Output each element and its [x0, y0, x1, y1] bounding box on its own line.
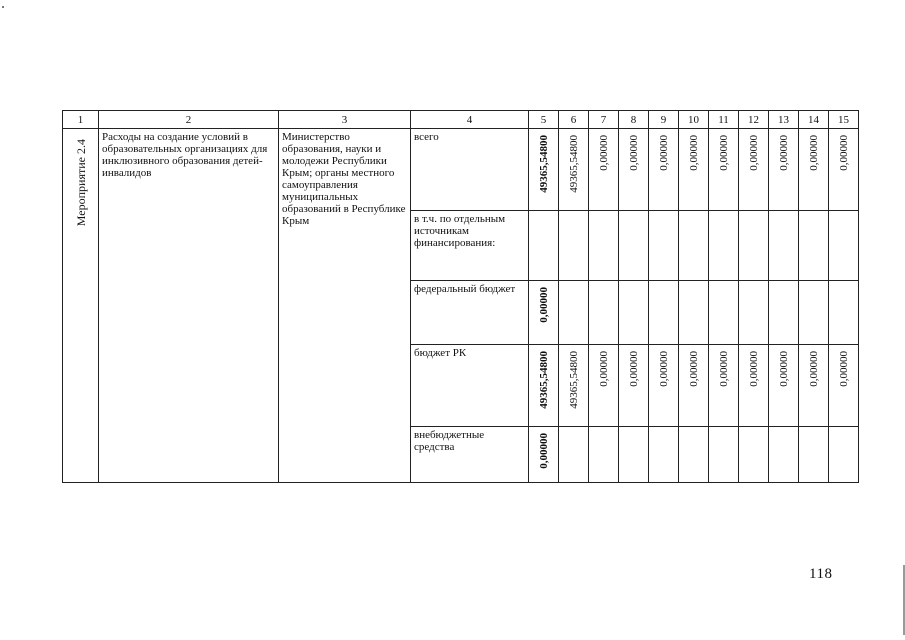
value-cell [559, 129, 589, 211]
value-cell [799, 281, 829, 345]
value-cell [529, 281, 559, 345]
column-number: 6 [559, 111, 589, 129]
value-text: 0,00000 [747, 135, 760, 171]
value-cell [649, 281, 679, 345]
column-number: 12 [739, 111, 769, 129]
value-text: 0,00000 [597, 351, 610, 387]
value-cell [619, 129, 649, 211]
value-text: 0,00000 [777, 135, 790, 171]
value-text: 0,00000 [837, 135, 850, 171]
page-number: 118 [809, 566, 833, 582]
value-cell [739, 427, 769, 483]
value-cell [769, 345, 799, 427]
value-cell [559, 211, 589, 281]
column-number: 15 [829, 111, 859, 129]
value-cell [559, 281, 589, 345]
financing-table [62, 110, 859, 483]
value-text: 0,00000 [537, 433, 550, 469]
column-number: 11 [709, 111, 739, 129]
funding-source: в т.ч. по отдельным источникам финансирования: [414, 213, 506, 249]
column-number: 8 [619, 111, 649, 129]
value-text: 0,00000 [627, 351, 640, 387]
value-text: 0,00000 [717, 135, 730, 171]
value-cell [619, 345, 649, 427]
value-cell [589, 345, 619, 427]
column-number: 1 [63, 111, 99, 129]
value-cell [829, 211, 859, 281]
value-cell [679, 427, 709, 483]
value-text: 0,00000 [807, 135, 820, 171]
value-text: 0,00000 [657, 351, 670, 387]
value-cell [799, 427, 829, 483]
column-number-row [63, 111, 859, 129]
measure-code-cell [63, 129, 99, 483]
value-text: 49365,54800 [567, 351, 580, 409]
funding-source-cell [411, 427, 529, 483]
funding-source: бюджет РК [414, 347, 467, 359]
column-number: 5 [529, 111, 559, 129]
value-cell [739, 281, 769, 345]
value-cell [799, 211, 829, 281]
value-cell [709, 345, 739, 427]
value-cell [619, 211, 649, 281]
value-cell [799, 129, 829, 211]
funding-source: всего [414, 131, 439, 143]
column-number: 9 [649, 111, 679, 129]
funding-source: федеральный бюджет [414, 283, 516, 295]
value-cell [739, 211, 769, 281]
scan-speck [2, 6, 4, 8]
value-cell [769, 427, 799, 483]
value-cell [589, 211, 619, 281]
value-cell [559, 345, 589, 427]
funding-source-cell [411, 345, 529, 427]
value-cell [529, 345, 559, 427]
funding-source-cell [411, 211, 529, 281]
measure-executors: Министерство образования, науки и молодежи Республики Крым; органы местного самоуправления муниципальных образований в Республике Крым [282, 131, 406, 227]
value-cell [769, 211, 799, 281]
value-text: 0,00000 [837, 351, 850, 387]
column-number: 14 [799, 111, 829, 129]
column-number: 3 [279, 111, 411, 129]
value-cell [829, 129, 859, 211]
value-cell [589, 427, 619, 483]
funding-source-cell [411, 281, 529, 345]
value-text: 0,00000 [777, 351, 790, 387]
column-number: 7 [589, 111, 619, 129]
value-cell [529, 427, 559, 483]
value-text: 0,00000 [597, 135, 610, 171]
value-cell [829, 281, 859, 345]
value-text: 0,00000 [627, 135, 640, 171]
value-cell [649, 427, 679, 483]
value-cell [559, 427, 589, 483]
value-text: 0,00000 [747, 351, 760, 387]
value-cell [619, 427, 649, 483]
measure-executors-cell [279, 129, 411, 483]
column-number: 13 [769, 111, 799, 129]
value-text: 49365,54800 [567, 135, 580, 193]
value-cell [679, 345, 709, 427]
value-cell [799, 345, 829, 427]
value-text: 0,00000 [687, 351, 700, 387]
value-cell [529, 211, 559, 281]
table-row [63, 129, 859, 211]
value-cell [769, 129, 799, 211]
column-number: 4 [411, 111, 529, 129]
value-text: 0,00000 [687, 135, 700, 171]
value-text: 0,00000 [657, 135, 670, 171]
value-text: 49365,54800 [537, 135, 550, 193]
measure-code: Мероприятие 2.4 [73, 139, 88, 227]
column-number: 2 [99, 111, 279, 129]
value-cell [649, 211, 679, 281]
value-cell [589, 281, 619, 345]
funding-source: внебюджетные средства [414, 429, 485, 453]
value-cell [649, 345, 679, 427]
value-cell [679, 211, 709, 281]
value-cell [529, 129, 559, 211]
value-cell [829, 345, 859, 427]
value-cell [739, 129, 769, 211]
value-text: 49365,54800 [537, 351, 550, 409]
value-text: 0,00000 [717, 351, 730, 387]
value-cell [709, 129, 739, 211]
value-cell [709, 427, 739, 483]
value-cell [829, 427, 859, 483]
value-cell [769, 281, 799, 345]
measure-description-cell [99, 129, 279, 483]
value-cell [619, 281, 649, 345]
value-cell [679, 281, 709, 345]
value-text: 0,00000 [807, 351, 820, 387]
column-number: 10 [679, 111, 709, 129]
value-text: 0,00000 [537, 287, 550, 323]
value-cell [589, 129, 619, 211]
value-cell [739, 345, 769, 427]
value-cell [649, 129, 679, 211]
value-cell [679, 129, 709, 211]
funding-source-cell [411, 129, 529, 211]
measure-description: Расходы на создание условий в образовательных организациях для инклюзивного образования детей-инвалидов [102, 131, 268, 179]
value-cell [709, 281, 739, 345]
value-cell [709, 211, 739, 281]
